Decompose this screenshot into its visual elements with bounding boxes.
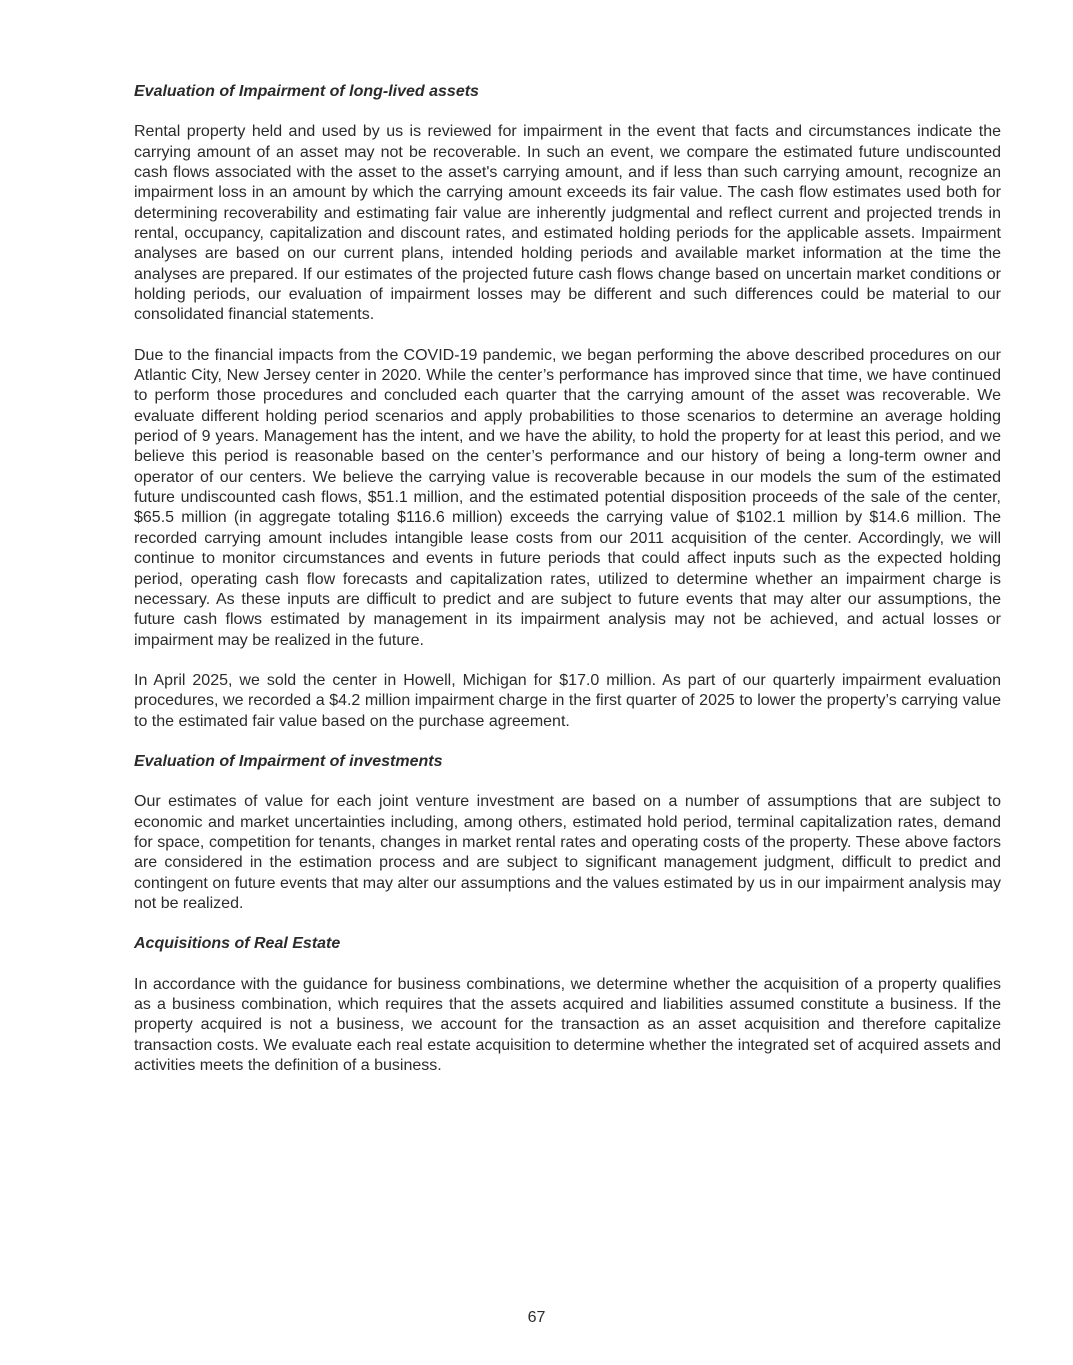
paragraph: Rental property held and used by us is reviewed for impairment in the event that facts and circumstances indicate the carrying amount of an asset may not be recoverable. In such an event, we compare the estimated future undiscounted cash flows associated with the asset to the asset's carrying amount, and if less than such carrying amount, recognize an impairment loss in an amount by which the carrying amount exceeds its fair value. The cash flow estimates used both for determining recoverability and estimating fair value are inherently judgmental and reflect current and projected trends in rental, occupancy, capitalization and discount rates, and estimated holding periods for the applicable assets. Impairment analyses are based on our current plans, intended holding periods and available market information at the time the analyses are prepared. If our estimates of the projected future cash flows change based on uncertain market conditions or holding periods, our evaluation of impairment losses may be different and such differences could be material to our consolidated financial statements. [134, 123, 1001, 324]
paragraph: In accordance with the guidance for business combinations, we determine whether the acquisition of a property qualifies as a business combination, which requires that the assets acquired and liabilities assumed constitute a business. If the property acquired is not a business, we account for the transaction as an asset acquisition and therefore capitalize transaction costs. We evaluate each real estate acquisition to determine whether the integrated set of acquired assets and activities meets the definition of a business. [134, 975, 1001, 1074]
paragraph: Due to the financial impacts from the COVID-19 pandemic, we began performing the above described procedures on our Atlantic City, New Jersey center in 2020. While the center’s performance has improved since that time, we have continued to perform those procedures and concluded each quarter that the carrying amount of the asset was recoverable. We evaluate different holding period scenarios and apply probabilities to those scenarios to determine an average holding period of 9 years. Management has the intent, and we have the ability, to hold the property for at least this period, and we believe this period is reasonable based on the center’s performance and our history of being a long-term owner and operator of our centers. We believe the carrying value is recoverable because in our models the sum of the estimated future undiscounted cash flows, $51.1 million, and the estimated potential disposition proceeds of the sale of the center, $65.5 million (in aggregate totaling $116.6 million) exceeds the carrying value of $102.1 million by $14.6 million. The recorded carrying amount includes intangible lease costs from our 2011 acquisition of the center. Accordingly, we will continue to monitor circumstances and events in future periods that could affect inputs such as the expected holding period, operating cash flow forecasts and capitalization rates, utilized to determine whether an impairment charge is necessary. As these inputs are difficult to predict and are subject to future events that may alter our assumptions, the future cash flows estimated by management in its impairment analysis may not be achieved, and actual losses or impairment may be realized in the future. [134, 346, 1001, 649]
section-heading: Acquisitions of Real Estate [134, 935, 341, 953]
page-number: 67 [527, 1309, 546, 1326]
paragraph: In April 2025, we sold the center in Howell, Michigan for $17.0 million. As part of our quarterly impairment evaluation procedures, we recorded a $4.2 million impairment charge in the first quarter of 2025 to lower the property’s carrying value to the estimated fair value based on the purchase agreement. [134, 671, 1001, 730]
section-impairment-investments [134, 752, 1001, 914]
section-impairment-long-lived-assets [134, 82, 1001, 732]
section-acquisitions-real-estate [134, 934, 1001, 1076]
section-heading: Evaluation of Impairment of long-lived assets [134, 83, 479, 100]
paragraph: Our estimates of value for each joint venture investment are based on a number of assumptions that are subject to economic and market uncertainties including, among others, estimated hold period, terminal capitalization rates, demand for space, competition for tenants, changes in market rental rates and operating costs of the property. These above factors are considered in the estimation process and are subject to significant management judgment, difficult to predict and contingent on future events that may alter our assumptions and the values estimated by us in our impairment analysis may not be realized. [134, 793, 1001, 912]
document-page [134, 82, 1001, 1096]
section-heading: Evaluation of Impairment of investments [134, 752, 443, 770]
